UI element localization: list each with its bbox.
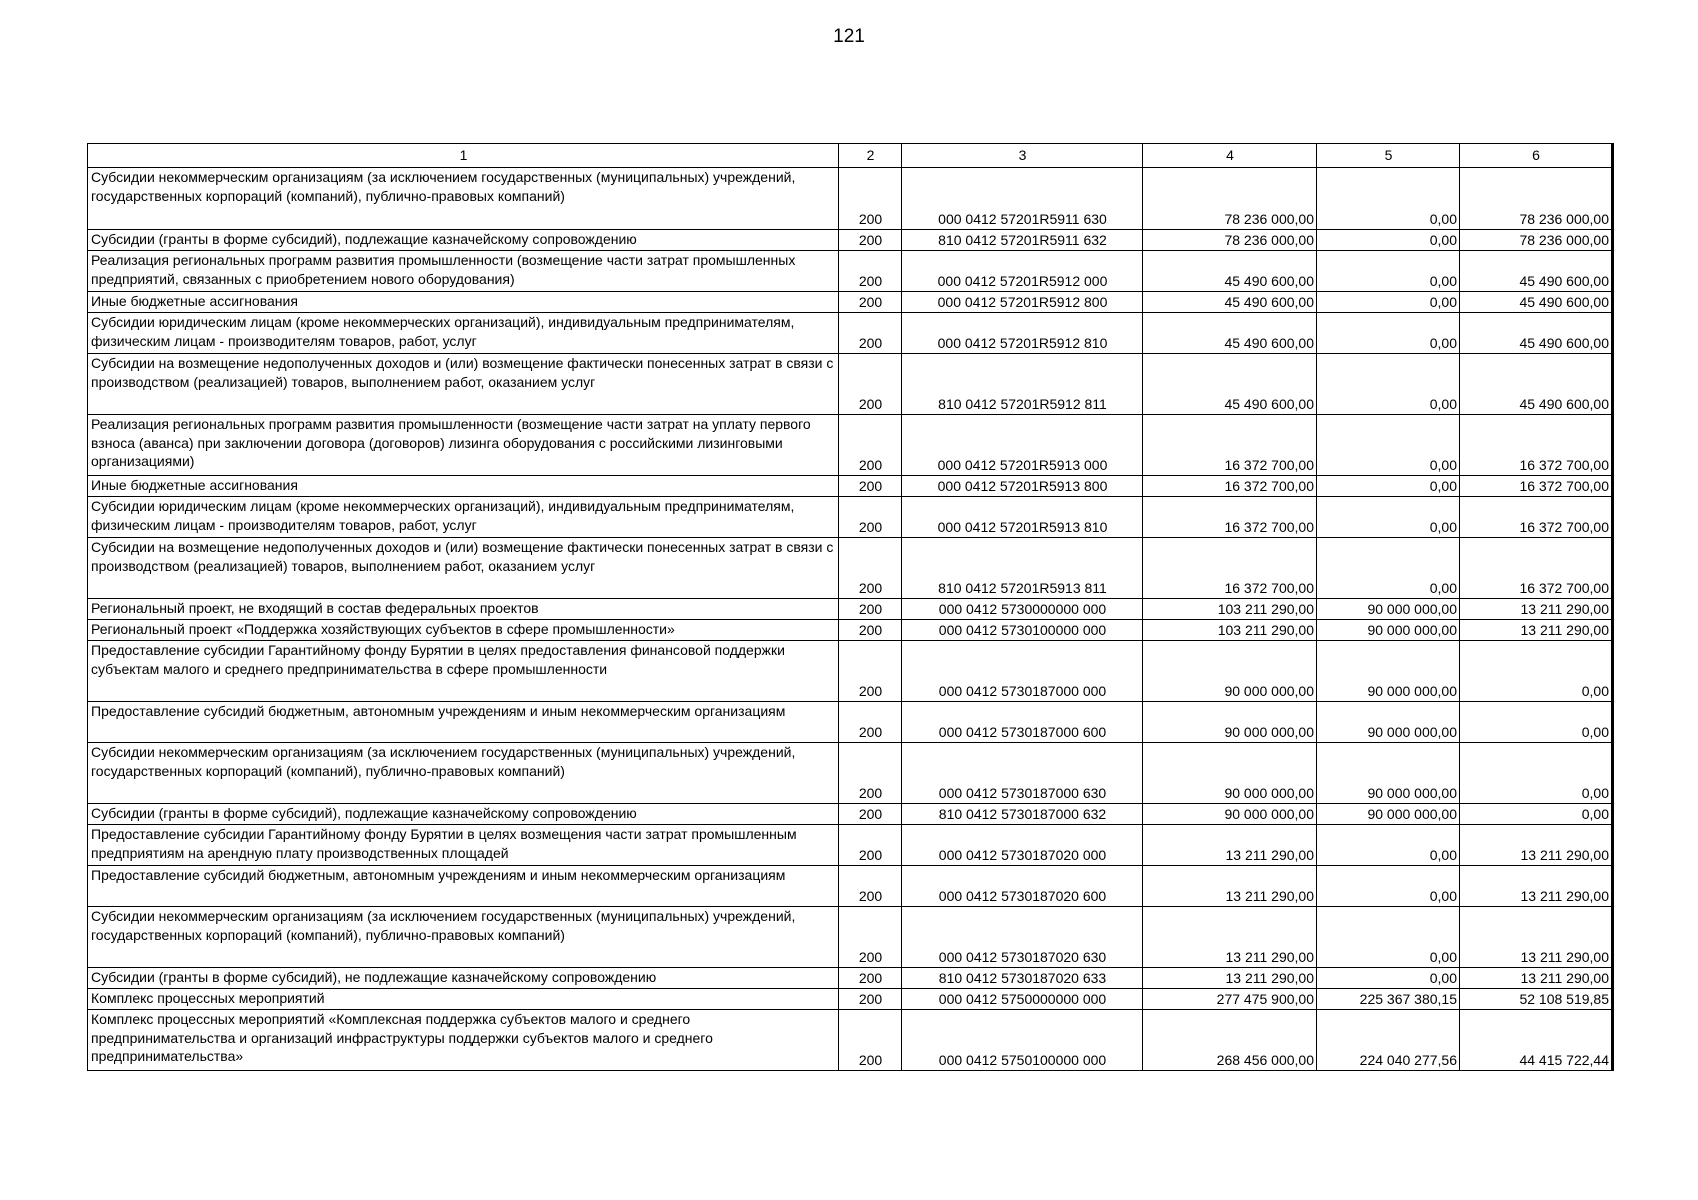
row-code-2-cell: 200 xyxy=(839,702,902,743)
row-value-4-cell: 78 236 000,00 xyxy=(1143,168,1317,230)
row-budget-code-cell: 000 0412 5750100000 000 xyxy=(902,1010,1143,1071)
table-body xyxy=(88,168,1613,1071)
table-row xyxy=(88,702,1613,743)
row-name-cell: Предоставление субсидии Гарантийному фонду Бурятии в целях возмещения части затрат промышленным предприятиям на арендную плату производственных площадей xyxy=(88,825,839,866)
row-budget-code-cell: 000 0412 57201R5913 000 xyxy=(902,415,1143,476)
row-value-6-cell: 13 211 290,00 xyxy=(1460,620,1613,641)
table-row xyxy=(88,497,1613,538)
row-name-cell: Реализация региональных программ развития промышленности (возмещение части затрат на уплату первого взноса (аванса) при заключении договора (договоров) лизинга оборудования с российскими лизинговыми организациями) xyxy=(88,415,839,476)
row-name-cell: Комплекс процессных мероприятий xyxy=(88,989,839,1010)
row-name-cell: Субсидии некоммерческим организациям (за исключением государственных (муниципальных) учреждений, государственных корпораций (компаний), публично-правовых компаний) xyxy=(88,168,839,230)
column-header: 3 xyxy=(902,144,1143,168)
row-code-2-cell: 200 xyxy=(839,825,902,866)
row-code-2-cell: 200 xyxy=(839,599,902,620)
table-row xyxy=(88,168,1613,230)
row-value-4-cell: 13 211 290,00 xyxy=(1143,968,1317,989)
table-row xyxy=(88,292,1613,313)
row-value-6-cell: 13 211 290,00 xyxy=(1460,825,1613,866)
row-value-5-cell: 0,00 xyxy=(1317,538,1460,599)
row-budget-code-cell: 810 0412 5730187020 633 xyxy=(902,968,1143,989)
row-value-6-cell: 13 211 290,00 xyxy=(1460,907,1613,968)
row-budget-code-cell: 000 0412 57201R5913 800 xyxy=(902,476,1143,497)
row-budget-code-cell: 000 0412 5730100000 000 xyxy=(902,620,1143,641)
row-value-4-cell: 13 211 290,00 xyxy=(1143,907,1317,968)
row-budget-code-cell: 810 0412 57201R5912 811 xyxy=(902,354,1143,415)
row-name-cell: Иные бюджетные ассигнования xyxy=(88,292,839,313)
row-code-2-cell: 200 xyxy=(839,354,902,415)
row-budget-code-cell: 810 0412 5730187000 632 xyxy=(902,804,1143,825)
row-code-2-cell: 200 xyxy=(839,989,902,1010)
column-header: 6 xyxy=(1460,144,1613,168)
row-budget-code-cell: 000 0412 5730187020 630 xyxy=(902,907,1143,968)
row-value-4-cell: 90 000 000,00 xyxy=(1143,641,1317,702)
table-row xyxy=(88,476,1613,497)
row-budget-code-cell: 810 0412 57201R5913 811 xyxy=(902,538,1143,599)
row-value-4-cell: 103 211 290,00 xyxy=(1143,620,1317,641)
row-budget-code-cell: 000 0412 57201R5912 000 xyxy=(902,251,1143,292)
row-budget-code-cell: 810 0412 57201R5911 632 xyxy=(902,230,1143,251)
row-budget-code-cell: 000 0412 5730187000 630 xyxy=(902,743,1143,804)
row-value-6-cell: 13 211 290,00 xyxy=(1460,866,1613,907)
row-value-4-cell: 78 236 000,00 xyxy=(1143,230,1317,251)
row-value-6-cell: 44 415 722,44 xyxy=(1460,1010,1613,1071)
row-code-2-cell: 200 xyxy=(839,538,902,599)
table-row xyxy=(88,907,1613,968)
row-value-5-cell: 90 000 000,00 xyxy=(1317,620,1460,641)
row-value-4-cell: 16 372 700,00 xyxy=(1143,415,1317,476)
row-name-cell: Субсидии на возмещение недополученных доходов и (или) возмещение фактически понесенных затрат в связи с производством (реализацией) товаров, выполнением работ, оказанием услуг xyxy=(88,538,839,599)
row-value-4-cell: 268 456 000,00 xyxy=(1143,1010,1317,1071)
row-value-6-cell: 0,00 xyxy=(1460,641,1613,702)
row-value-5-cell: 90 000 000,00 xyxy=(1317,804,1460,825)
row-code-2-cell: 200 xyxy=(839,168,902,230)
row-value-6-cell: 78 236 000,00 xyxy=(1460,230,1613,251)
row-value-4-cell: 45 490 600,00 xyxy=(1143,292,1317,313)
row-budget-code-cell: 000 0412 5730187020 000 xyxy=(902,825,1143,866)
row-value-6-cell: 45 490 600,00 xyxy=(1460,313,1613,354)
row-code-2-cell: 200 xyxy=(839,968,902,989)
row-value-6-cell: 16 372 700,00 xyxy=(1460,497,1613,538)
row-budget-code-cell: 000 0412 5730187020 600 xyxy=(902,866,1143,907)
row-value-4-cell: 13 211 290,00 xyxy=(1143,825,1317,866)
page-number: 121 xyxy=(833,26,865,47)
column-header: 2 xyxy=(839,144,902,168)
row-value-4-cell: 16 372 700,00 xyxy=(1143,476,1317,497)
column-header: 4 xyxy=(1143,144,1317,168)
row-value-4-cell: 277 475 900,00 xyxy=(1143,989,1317,1010)
row-value-6-cell: 52 108 519,85 xyxy=(1460,989,1613,1010)
row-value-5-cell: 0,00 xyxy=(1317,230,1460,251)
row-name-cell: Региональный проект, не входящий в состав федеральных проектов xyxy=(88,599,839,620)
row-value-5-cell: 0,00 xyxy=(1317,354,1460,415)
row-budget-code-cell: 000 0412 57201R5912 810 xyxy=(902,313,1143,354)
row-value-4-cell: 45 490 600,00 xyxy=(1143,354,1317,415)
row-code-2-cell: 200 xyxy=(839,804,902,825)
row-code-2-cell: 200 xyxy=(839,743,902,804)
row-budget-code-cell: 000 0412 57201R5913 810 xyxy=(902,497,1143,538)
row-value-6-cell: 16 372 700,00 xyxy=(1460,538,1613,599)
row-budget-code-cell: 000 0412 5750000000 000 xyxy=(902,989,1143,1010)
table-row xyxy=(88,804,1613,825)
row-code-2-cell: 200 xyxy=(839,641,902,702)
row-code-2-cell: 200 xyxy=(839,1010,902,1071)
table-row xyxy=(88,230,1613,251)
table-row xyxy=(88,251,1613,292)
row-code-2-cell: 200 xyxy=(839,476,902,497)
row-value-4-cell: 16 372 700,00 xyxy=(1143,538,1317,599)
row-value-4-cell: 45 490 600,00 xyxy=(1143,251,1317,292)
row-name-cell: Региональный проект «Поддержка хозяйствующих субъектов в сфере промышленности» xyxy=(88,620,839,641)
row-code-2-cell: 200 xyxy=(839,907,902,968)
row-value-6-cell: 13 211 290,00 xyxy=(1460,968,1613,989)
row-budget-code-cell: 000 0412 5730187000 000 xyxy=(902,641,1143,702)
table-row xyxy=(88,538,1613,599)
row-value-5-cell: 0,00 xyxy=(1317,292,1460,313)
row-value-5-cell: 90 000 000,00 xyxy=(1317,702,1460,743)
row-value-5-cell: 0,00 xyxy=(1317,968,1460,989)
row-value-5-cell: 0,00 xyxy=(1317,866,1460,907)
row-code-2-cell: 200 xyxy=(839,251,902,292)
row-code-2-cell: 200 xyxy=(839,866,902,907)
row-budget-code-cell: 000 0412 5730000000 000 xyxy=(902,599,1143,620)
row-value-6-cell: 45 490 600,00 xyxy=(1460,354,1613,415)
row-code-2-cell: 200 xyxy=(839,620,902,641)
row-value-5-cell: 0,00 xyxy=(1317,825,1460,866)
row-value-6-cell: 16 372 700,00 xyxy=(1460,415,1613,476)
row-name-cell: Субсидии некоммерческим организациям (за исключением государственных (муниципальных) учреждений, государственных корпораций (компаний), публично-правовых компаний) xyxy=(88,907,839,968)
row-value-5-cell: 225 367 380,15 xyxy=(1317,989,1460,1010)
row-value-6-cell: 45 490 600,00 xyxy=(1460,292,1613,313)
row-value-5-cell: 224 040 277,56 xyxy=(1317,1010,1460,1071)
row-value-4-cell: 45 490 600,00 xyxy=(1143,313,1317,354)
row-code-2-cell: 200 xyxy=(839,415,902,476)
row-budget-code-cell: 000 0412 5730187000 600 xyxy=(902,702,1143,743)
row-value-4-cell: 90 000 000,00 xyxy=(1143,804,1317,825)
row-value-6-cell: 0,00 xyxy=(1460,804,1613,825)
table-row xyxy=(88,989,1613,1010)
table-row xyxy=(88,968,1613,989)
table-row xyxy=(88,354,1613,415)
row-value-6-cell: 0,00 xyxy=(1460,702,1613,743)
table-row xyxy=(88,743,1613,804)
row-value-4-cell: 90 000 000,00 xyxy=(1143,702,1317,743)
table-row xyxy=(88,866,1613,907)
budget-table xyxy=(87,143,1614,1071)
row-name-cell: Субсидии (гранты в форме субсидий), не подлежащие казначейскому сопровождению xyxy=(88,968,839,989)
table-row xyxy=(88,641,1613,702)
row-name-cell: Субсидии некоммерческим организациям (за исключением государственных (муниципальных) учреждений, государственных корпораций (компаний), публично-правовых компаний) xyxy=(88,743,839,804)
row-name-cell: Субсидии (гранты в форме субсидий), подлежащие казначейскому сопровождению xyxy=(88,804,839,825)
column-header: 1 xyxy=(88,144,839,168)
row-name-cell: Субсидии (гранты в форме субсидий), подлежащие казначейскому сопровождению xyxy=(88,230,839,251)
row-value-4-cell: 16 372 700,00 xyxy=(1143,497,1317,538)
column-header: 5 xyxy=(1317,144,1460,168)
row-name-cell: Реализация региональных программ развития промышленности (возмещение части затрат промышленных предприятий, связанных с приобретением нового оборудования) xyxy=(88,251,839,292)
row-value-5-cell: 0,00 xyxy=(1317,313,1460,354)
row-value-4-cell: 13 211 290,00 xyxy=(1143,866,1317,907)
table-row xyxy=(88,599,1613,620)
row-name-cell: Субсидии на возмещение недополученных доходов и (или) возмещение фактически понесенных затрат в связи с производством (реализацией) товаров, выполнением работ, оказанием услуг xyxy=(88,354,839,415)
row-value-6-cell: 16 372 700,00 xyxy=(1460,476,1613,497)
row-name-cell: Предоставление субсидий бюджетным, автономным учреждениям и иным некоммерческим организациям xyxy=(88,702,839,743)
row-code-2-cell: 200 xyxy=(839,230,902,251)
row-name-cell: Комплекс процессных мероприятий «Комплексная поддержка субъектов малого и среднего предпринимательства и организаций инфраструктуры поддержки субъектов малого и среднего предпринимательства» xyxy=(88,1010,839,1071)
row-value-4-cell: 103 211 290,00 xyxy=(1143,599,1317,620)
row-code-2-cell: 200 xyxy=(839,497,902,538)
row-value-6-cell: 13 211 290,00 xyxy=(1460,599,1613,620)
row-name-cell: Предоставление субсидий бюджетным, автономным учреждениям и иным некоммерческим организациям xyxy=(88,866,839,907)
row-name-cell: Субсидии юридическим лицам (кроме некоммерческих организаций), индивидуальным предпринимателям, физическим лицам - производителям товаров, работ, услуг xyxy=(88,497,839,538)
row-value-5-cell: 0,00 xyxy=(1317,907,1460,968)
table-row xyxy=(88,415,1613,476)
row-budget-code-cell: 000 0412 57201R5911 630 xyxy=(902,168,1143,230)
row-code-2-cell: 200 xyxy=(839,313,902,354)
row-name-cell: Предоставление субсидии Гарантийному фонду Бурятии в целях предоставления финансовой поддержки субъектам малого и среднего предпринимательства в сфере промышленности xyxy=(88,641,839,702)
row-value-4-cell: 90 000 000,00 xyxy=(1143,743,1317,804)
table-row xyxy=(88,825,1613,866)
row-value-6-cell: 78 236 000,00 xyxy=(1460,168,1613,230)
row-value-5-cell: 90 000 000,00 xyxy=(1317,743,1460,804)
row-name-cell: Иные бюджетные ассигнования xyxy=(88,476,839,497)
row-value-5-cell: 90 000 000,00 xyxy=(1317,599,1460,620)
row-name-cell: Субсидии юридическим лицам (кроме некоммерческих организаций), индивидуальным предпринимателям, физическим лицам - производителям товаров, работ, услуг xyxy=(88,313,839,354)
row-value-6-cell: 0,00 xyxy=(1460,743,1613,804)
row-value-5-cell: 0,00 xyxy=(1317,415,1460,476)
row-value-5-cell: 0,00 xyxy=(1317,497,1460,538)
row-value-5-cell: 90 000 000,00 xyxy=(1317,641,1460,702)
header-row xyxy=(88,144,1613,168)
row-value-5-cell: 0,00 xyxy=(1317,251,1460,292)
row-budget-code-cell: 000 0412 57201R5912 800 xyxy=(902,292,1143,313)
row-value-5-cell: 0,00 xyxy=(1317,476,1460,497)
table-row xyxy=(88,313,1613,354)
table-row xyxy=(88,620,1613,641)
row-value-5-cell: 0,00 xyxy=(1317,168,1460,230)
row-code-2-cell: 200 xyxy=(839,292,902,313)
row-value-6-cell: 45 490 600,00 xyxy=(1460,251,1613,292)
table-row xyxy=(88,1010,1613,1071)
